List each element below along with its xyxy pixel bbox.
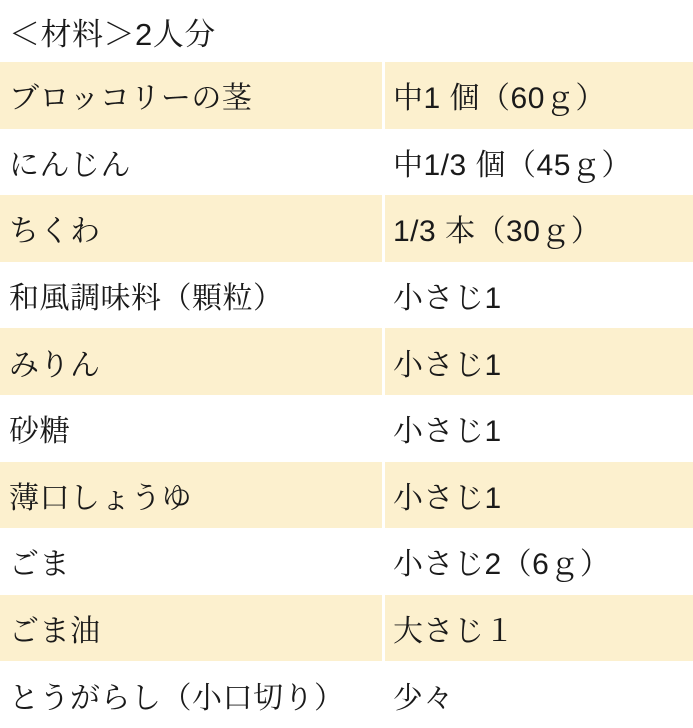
ingredient-name: ブロッコリーの茎 bbox=[0, 62, 382, 129]
table-row bbox=[0, 328, 693, 395]
ingredient-amount: 中1/3 個（45ｇ） bbox=[385, 129, 693, 196]
ingredient-amount: 中1 個（60ｇ） bbox=[385, 62, 693, 129]
ingredient-name: みりん bbox=[0, 328, 382, 395]
ingredient-name: ごま油 bbox=[0, 595, 382, 662]
ingredient-amount: 小さじ1 bbox=[385, 462, 693, 529]
table-row bbox=[0, 195, 693, 262]
ingredient-name: 砂糖 bbox=[0, 395, 382, 462]
ingredient-name: ちくわ bbox=[0, 195, 382, 262]
ingredient-name: ごま bbox=[0, 528, 382, 595]
table-row bbox=[0, 462, 693, 529]
table-row bbox=[0, 661, 693, 728]
ingredient-name: にんじん bbox=[0, 129, 382, 196]
ingredient-amount: 小さじ1 bbox=[385, 395, 693, 462]
table-row bbox=[0, 528, 693, 595]
table-row bbox=[0, 262, 693, 329]
ingredient-name: 和風調味料（顆粒） bbox=[0, 262, 382, 329]
ingredient-amount: 小さじ1 bbox=[385, 328, 693, 395]
ingredients-heading: ＜材料＞2人分 bbox=[9, 16, 216, 52]
ingredient-amount: 小さじ2（6ｇ） bbox=[385, 528, 693, 595]
ingredient-amount: 少々 bbox=[385, 661, 693, 728]
ingredient-amount: 大さじ１ bbox=[385, 595, 693, 662]
table-row bbox=[0, 129, 693, 196]
ingredient-name: 薄口しょうゆ bbox=[0, 462, 382, 529]
ingredient-name: とうがらし（小口切り） bbox=[0, 661, 382, 728]
ingredient-amount: 小さじ1 bbox=[385, 262, 693, 329]
table-row bbox=[0, 595, 693, 662]
ingredients-table bbox=[0, 62, 693, 728]
table-row bbox=[0, 62, 693, 129]
ingredient-amount: 1/3 本（30ｇ） bbox=[385, 195, 693, 262]
table-row bbox=[0, 395, 693, 462]
